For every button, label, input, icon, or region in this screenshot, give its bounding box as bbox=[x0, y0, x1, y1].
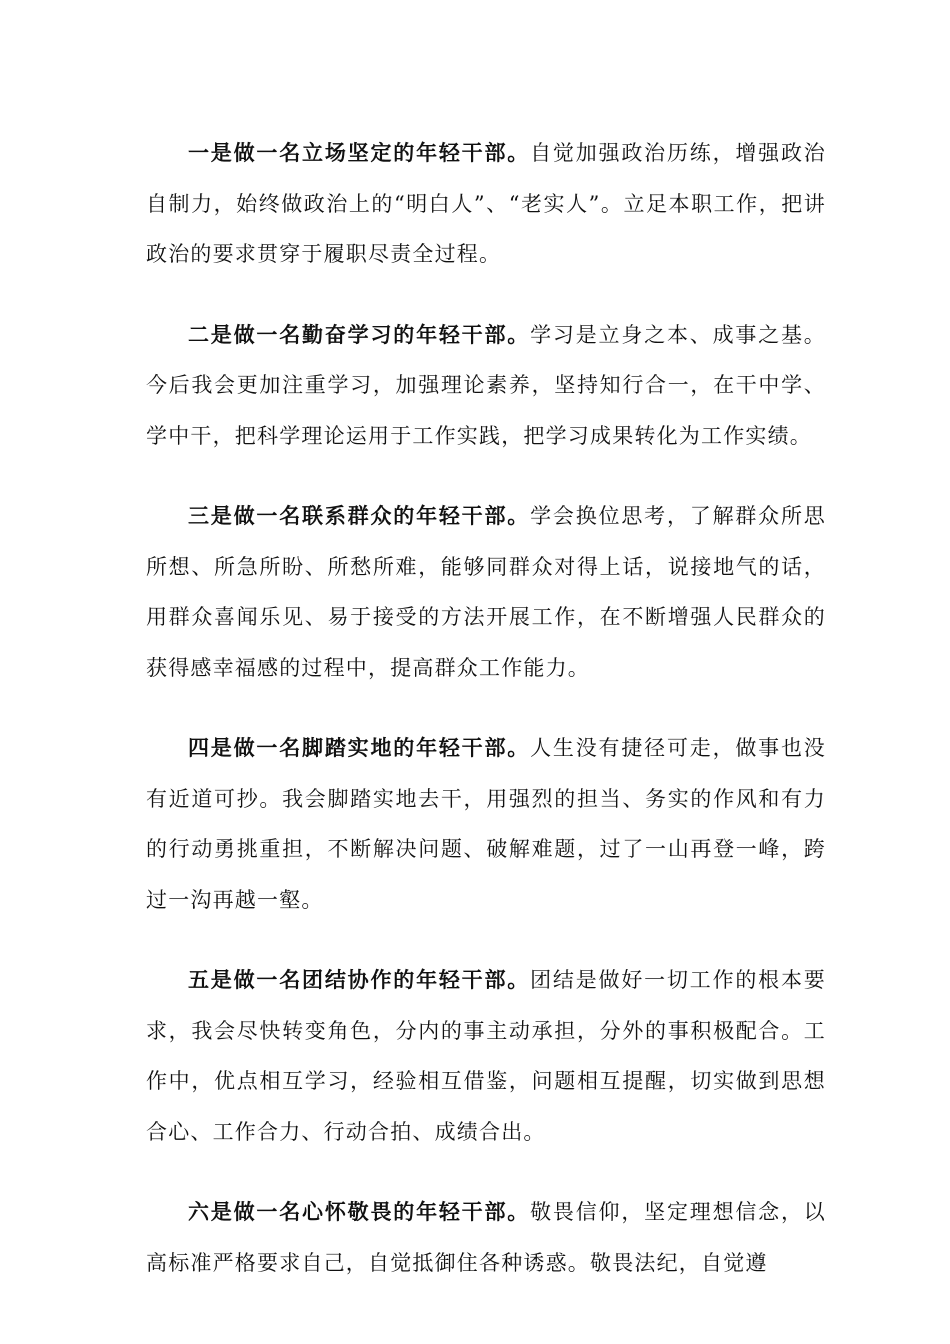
document-page bbox=[146, 128, 826, 1318]
paragraph-1-body: 自觉加强政治历练，增强政治自制力，始终做政治上的“明白人”、“老实人”。立足本职工作，把讲政治的要求贯穿于履职尽责全过程。 bbox=[146, 141, 826, 266]
paragraph-1-heading: 一是做一名立场坚定的年轻干部。 bbox=[188, 141, 531, 165]
paragraph-3-body: 学会换位思考，了解群众所思所想、所急所盼、所愁所难，能够同群众对得上话，说接地气的话，用群众喜闻乐见、易于接受的方法开展工作，在不断增强人民群众的获得感幸福感的过程中，提高群众工作能力。 bbox=[146, 504, 826, 680]
paragraph-2 bbox=[146, 310, 826, 462]
paragraph-1 bbox=[146, 128, 826, 280]
paragraph-4 bbox=[146, 723, 826, 925]
paragraph-3-heading: 三是做一名联系群众的年轻干部。 bbox=[188, 504, 531, 528]
paragraph-3 bbox=[146, 491, 826, 693]
paragraph-4-body: 人生没有捷径可走，做事也没有近道可抄。我会脚踏实地去干，用强烈的担当、务实的作风和有力的行动勇挑重担，不断解决问题、破解难题，过了一山再登一峰，跨过一沟再越一壑。 bbox=[146, 736, 826, 912]
paragraph-5-body: 团结是做好一切工作的根本要求，我会尽快转变角色，分内的事主动承担，分外的事积极配合。工作中，优点相互学习，经验相互借鉴，问题相互提醒，切实做到思想合心、工作合力、行动合拍、成绩合出。 bbox=[146, 968, 826, 1144]
paragraph-2-body: 学习是立身之本、成事之基。今后我会更加注重学习，加强理论素养，坚持知行合一，在干中学、学中干，把科学理论运用于工作实践，把学习成果转化为工作实绩。 bbox=[146, 322, 826, 448]
paragraph-6-heading: 六是做一名心怀敬畏的年轻干部。 bbox=[188, 1200, 531, 1224]
paragraph-2-heading: 二是做一名勤奋学习的年轻干部。 bbox=[188, 322, 531, 347]
paragraph-5-heading: 五是做一名团结协作的年轻干部。 bbox=[188, 968, 531, 992]
paragraph-5 bbox=[146, 955, 826, 1157]
paragraph-6 bbox=[146, 1187, 826, 1288]
paragraph-6-body: 敬畏信仰，坚定理想信念，以高标准严格要求自己，自觉抵御住各种诱惑。敬畏法纪，自觉遵 bbox=[146, 1200, 826, 1275]
paragraph-4-heading: 四是做一名脚踏实地的年轻干部。 bbox=[188, 736, 531, 760]
